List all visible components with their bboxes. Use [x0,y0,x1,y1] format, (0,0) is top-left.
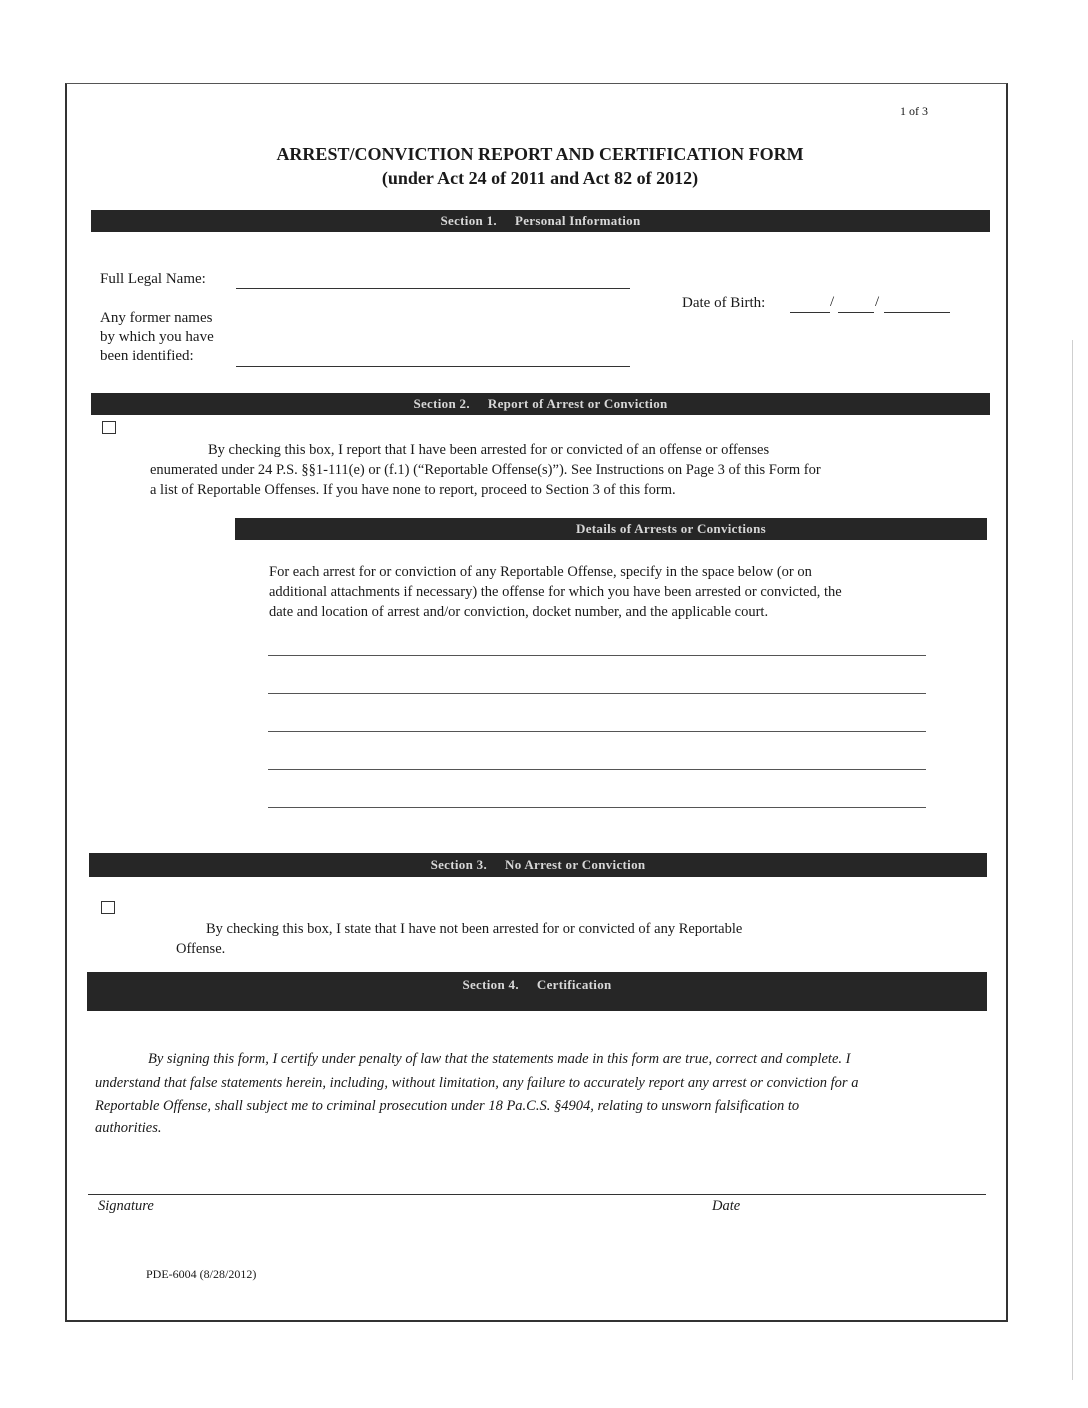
form-title: ARREST/CONVICTION REPORT AND CERTIFICATION FORM [276,144,804,164]
scan-edge [1072,340,1073,1380]
details-entry-line-5[interactable] [268,807,926,808]
dob-year-field[interactable] [884,312,950,313]
dob-separator-1: / [830,294,835,310]
section-4-title: Certification [536,977,612,992]
form-id: PDE-6004 (8/28/2012) [146,1267,257,1281]
section-4-number: Section 4. [462,977,519,992]
details-text-line-2: additional attachments if necessary) the offense for which you have been arrested or convicted, the [269,584,842,600]
dob-day-field[interactable] [838,312,874,313]
details-entry-line-1[interactable] [268,655,926,656]
dob-month-field[interactable] [790,312,830,313]
details-text-line-1: For each arrest for or conviction of any Reportable Offense, specify in the space below (or on [269,564,812,580]
details-title: Details of Arrests or Convictions [576,521,766,536]
certification-text-line-4: authorities. [95,1120,162,1136]
former-names-label-2: by which you have [100,329,214,345]
section-2-title: Report of Arrest or Conviction [487,396,668,411]
full-legal-name-field[interactable] [236,288,630,289]
section-2-text-line-2: enumerated under 24 P.S. §§1-111(e) or (f.1) (“Reportable Offense(s)”). See Instructions on Page 3 of this Form for [150,462,821,478]
full-legal-name-label: Full Legal Name: [100,271,206,287]
section-1-number: Section 1. [440,213,497,228]
former-names-label-1: Any former names [100,310,213,326]
section-2-text-line-1: By checking this box, I report that I have been arrested for or convicted of an offense or offenses [208,442,770,458]
section-2-text-line-3: a list of Reportable Offenses. If you have none to report, proceed to Section 3 of this form. [150,482,676,498]
section-3-title: No Arrest or Conviction [505,857,646,872]
details-entry-line-3[interactable] [268,731,926,732]
details-header [235,518,987,540]
no-arrest-checkbox[interactable] [101,901,115,914]
certification-text-line-2: understand that false statements herein, including, without limitation, any failure to accurately report any arrest or conviction for a [95,1075,859,1091]
dob-separator-2: / [875,294,880,310]
dob-label: Date of Birth: [682,295,766,311]
section-4-header [87,972,987,1011]
certification-text-line-1: By signing this form, I certify under penalty of law that the statements made in this form are true, correct and complete. I [148,1051,851,1067]
signature-label: Signature [98,1198,154,1214]
section-3-text-line-1: By checking this box, I state that I have not been arrested for or convicted of any Reportable [206,921,743,937]
section-2-number: Section 2. [413,396,470,411]
section-1-title: Personal Information [514,213,641,228]
section-3-number: Section 3. [430,857,488,872]
former-names-field[interactable] [236,366,630,367]
details-entry-line-4[interactable] [268,769,926,770]
details-text-line-3: date and location of arrest and/or conviction, docket number, and the applicable court. [269,604,769,620]
certification-text-line-3: Reportable Offense, shall subject me to criminal prosecution under 18 Pa.C.S. §4904, relating to unsworn falsification to [95,1098,800,1114]
signature-date-line[interactable] [88,1194,986,1195]
form-subtitle: (under Act 24 of 2011 and Act 82 of 2012) [381,168,699,188]
section-3-text-line-2: Offense. [176,941,226,957]
section-3-header [89,853,987,877]
page-number: 1 of 3 [900,104,928,118]
details-entry-line-2[interactable] [268,693,926,694]
former-names-label-3: been identified: [100,348,194,364]
section-2-header [91,393,990,415]
report-arrest-checkbox[interactable] [102,421,116,434]
section-1-header [91,210,990,232]
date-label: Date [712,1198,741,1214]
form-border [65,83,1008,1322]
